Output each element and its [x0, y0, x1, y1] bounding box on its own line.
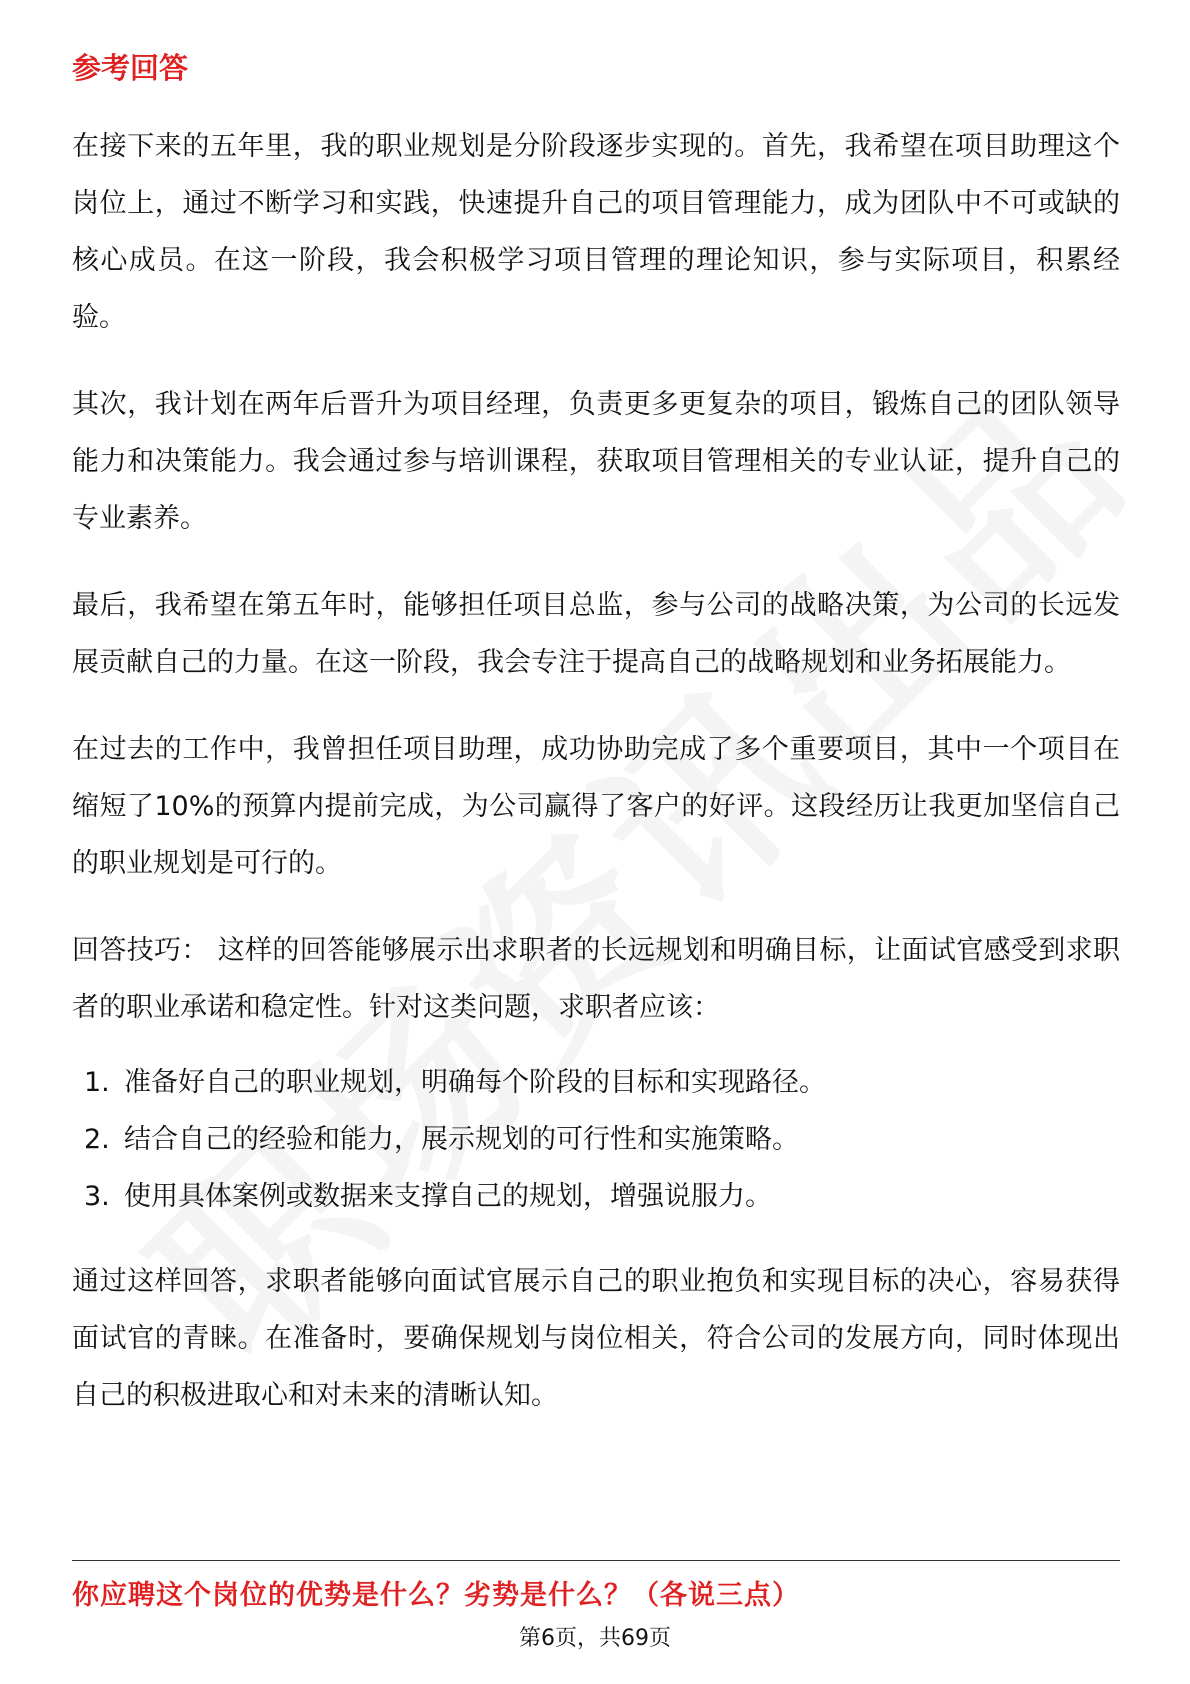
paragraph-3: 最后，我希望在第五年时，能够担任项目总监，参与公司的战略决策，为公司的长远发展贡献自己的力量。在这一阶段，我会专注于提高自己的战略规划和业务拓展能力。: [72, 590, 1120, 678]
section-divider: [72, 1560, 1120, 1561]
section-title: 参考回答: [72, 51, 189, 85]
list-item-text: 准备好自己的职业规划，明确每个阶段的目标和实现路径。: [124, 1067, 826, 1098]
list-item-number: 2.: [84, 1124, 110, 1155]
next-question-title: 你应聘这个岗位的优势是什么？劣势是什么？（各说三点）: [72, 1580, 800, 1611]
list-item: [72, 1111, 1120, 1168]
page-number: 第6页，共69页: [519, 1626, 671, 1651]
paragraph-5: 通过这样回答，求职者能够向面试官展示自己的职业抱负和实现目标的决心，容易获得面试官的青睐。在准备时，要确保规划与岗位相关，符合公司的发展方向，同时体现出自己的积极进取心和对未来的清晰认知。: [72, 1266, 1120, 1411]
paragraph-1: 在接下来的五年里，我的职业规划是分阶段逐步实现的。首先，我希望在项目助理这个岗位上，通过不断学习和实践，快速提升自己的项目管理能力，成为团队中不可或缺的核心成员。在这一阶段，我会积极学习项目管理的理论知识，参与实际项目，积累经验。: [72, 131, 1120, 333]
answer-content: [72, 118, 1120, 1454]
tips-list: [72, 1054, 1120, 1225]
list-item: [72, 1168, 1120, 1225]
list-item-number: 3.: [84, 1181, 110, 1212]
list-item-text: 结合自己的经验和能力，展示规划的可行性和实施策略。: [124, 1124, 799, 1155]
paragraph-2: 其次，我计划在两年后晋升为项目经理，负责更多更复杂的项目，锻炼自己的团队领导能力和决策能力。我会通过参与培训课程，获取项目管理相关的专业认证，提升自己的专业素养。: [72, 389, 1120, 534]
list-item-number: 1.: [84, 1067, 110, 1098]
list-item: [72, 1054, 1120, 1111]
paragraph-4: 在过去的工作中，我曾担任项目助理，成功协助完成了多个重要项目，其中一个项目在缩短了10%的预算内提前完成，为公司赢得了客户的好评。这段经历让我更加坚信自己的职业规划是可行的。: [72, 734, 1120, 879]
list-item-text: 使用具体案例或数据来支撑自己的规划，增强说服力。: [124, 1181, 772, 1212]
tips-paragraph: 回答技巧： 这样的回答能够展示出求职者的长远规划和明确目标，让面试官感受到求职者的职业承诺和稳定性。针对这类问题，求职者应该：: [72, 935, 1120, 1023]
